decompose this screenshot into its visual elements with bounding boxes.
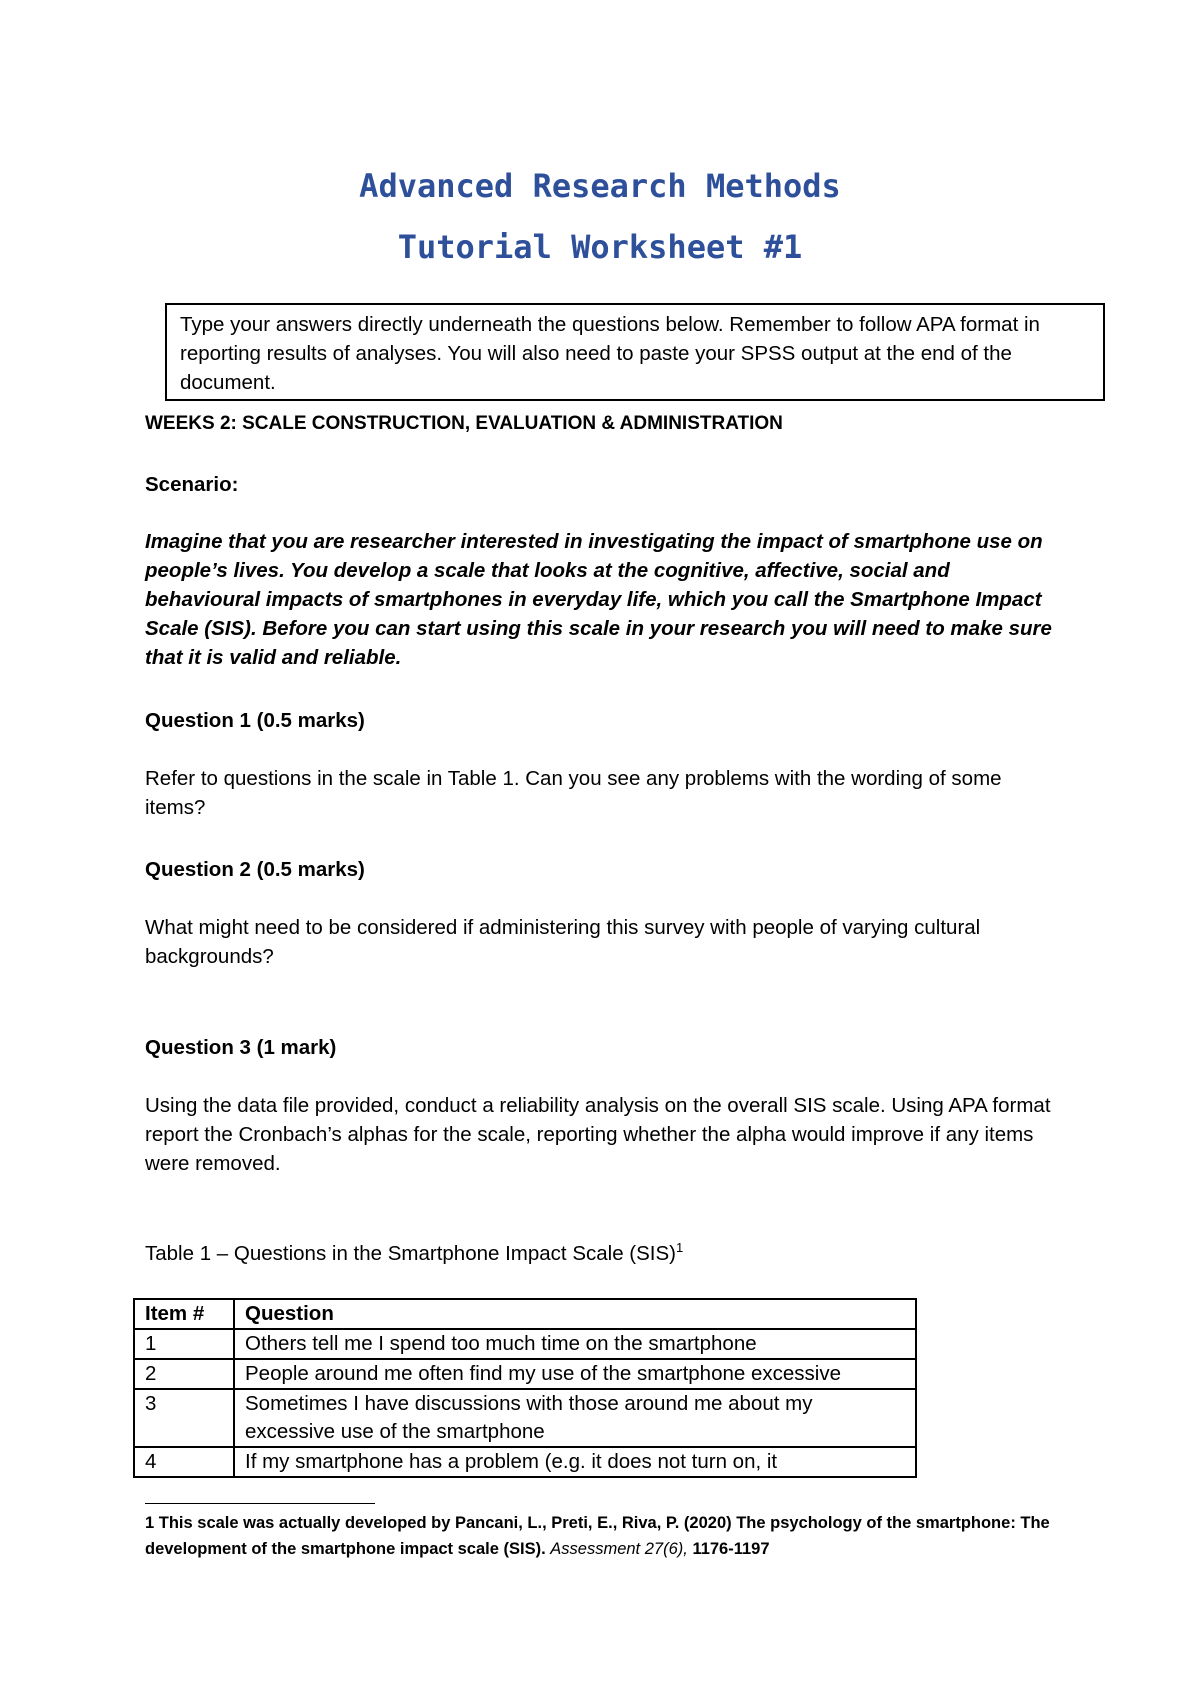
table-row bbox=[134, 1329, 916, 1359]
item-question: Sometimes I have discussions with those around me about my excessive use of the smartphone bbox=[234, 1389, 916, 1447]
table-row bbox=[134, 1389, 916, 1447]
footnote-separator bbox=[145, 1503, 375, 1504]
document-subtitle: Tutorial Worksheet #1 bbox=[397, 228, 803, 266]
item-number: 3 bbox=[134, 1389, 234, 1447]
week-heading: WEEKS 2: SCALE CONSTRUCTION, EVALUATION & ADMINISTRATION bbox=[145, 413, 783, 434]
question-1-heading: Question 1 (0.5 marks) bbox=[145, 709, 365, 732]
scenario-text: Imagine that you are researcher interested in investigating the impact of smartphone use on people’s lives. You develop a scale that looks at the cognitive, affective, social and behavioural impacts of smartphones in everyday life, which you call the Smartphone Impact Scale (SIS). Before you can start using this scale in your research you will need to make sure that it is valid and reliable. bbox=[145, 530, 1052, 669]
question-1-text: Refer to questions in the scale in Table 1. Can you see any problems with the wording of some items? bbox=[145, 767, 1002, 819]
footnote-text: 1 This scale was actually developed by Pancani, L., Preti, E., Riva, P. (2020) The psychology of the smartphone: The development of the smartphone impact scale (SIS). bbox=[145, 1514, 1050, 1558]
item-question: If my smartphone has a problem (e.g. it does not turn on, it bbox=[234, 1447, 916, 1477]
item-number: 4 bbox=[134, 1447, 234, 1477]
table-caption-text: Table 1 – Questions in the Smartphone Impact Scale (SIS) bbox=[145, 1242, 676, 1265]
footnote-reference[interactable]: 1 bbox=[676, 1240, 684, 1256]
question-2-text: What might need to be considered if administering this survey with people of varying cultural backgrounds? bbox=[145, 916, 981, 968]
question-3-text: Using the data file provided, conduct a reliability analysis on the overall SIS scale. Using APA format report the Cronbach’s alphas for the scale, reporting whether the alpha would improve if any items were removed. bbox=[145, 1094, 1051, 1175]
item-number: 1 bbox=[134, 1329, 234, 1359]
sis-table bbox=[133, 1298, 917, 1478]
table-header-row bbox=[134, 1299, 916, 1329]
scenario-label: Scenario: bbox=[145, 473, 239, 496]
header-question: Question bbox=[234, 1299, 916, 1329]
instructions-box: Type your answers directly underneath the questions below. Remember to follow APA format in reporting results of analyses. You will also need to paste your SPSS output at the end of the document. bbox=[165, 303, 1105, 401]
item-question: Others tell me I spend too much time on the smartphone bbox=[234, 1329, 916, 1359]
footnote-journal: Assessment 27(6), bbox=[550, 1540, 688, 1558]
item-number: 2 bbox=[134, 1359, 234, 1389]
table-caption bbox=[145, 1239, 1060, 1268]
table-row bbox=[134, 1359, 916, 1389]
table-row bbox=[134, 1447, 916, 1477]
footnote-pages: 1176-1197 bbox=[692, 1540, 770, 1558]
item-question: People around me often find my use of the smartphone excessive bbox=[234, 1359, 916, 1389]
document-title: Advanced Research Methods bbox=[359, 167, 841, 205]
question-2-heading: Question 2 (0.5 marks) bbox=[145, 858, 365, 881]
header-item-number: Item # bbox=[134, 1299, 234, 1329]
question-3-heading: Question 3 (1 mark) bbox=[145, 1036, 337, 1059]
footnote bbox=[145, 1510, 1075, 1562]
